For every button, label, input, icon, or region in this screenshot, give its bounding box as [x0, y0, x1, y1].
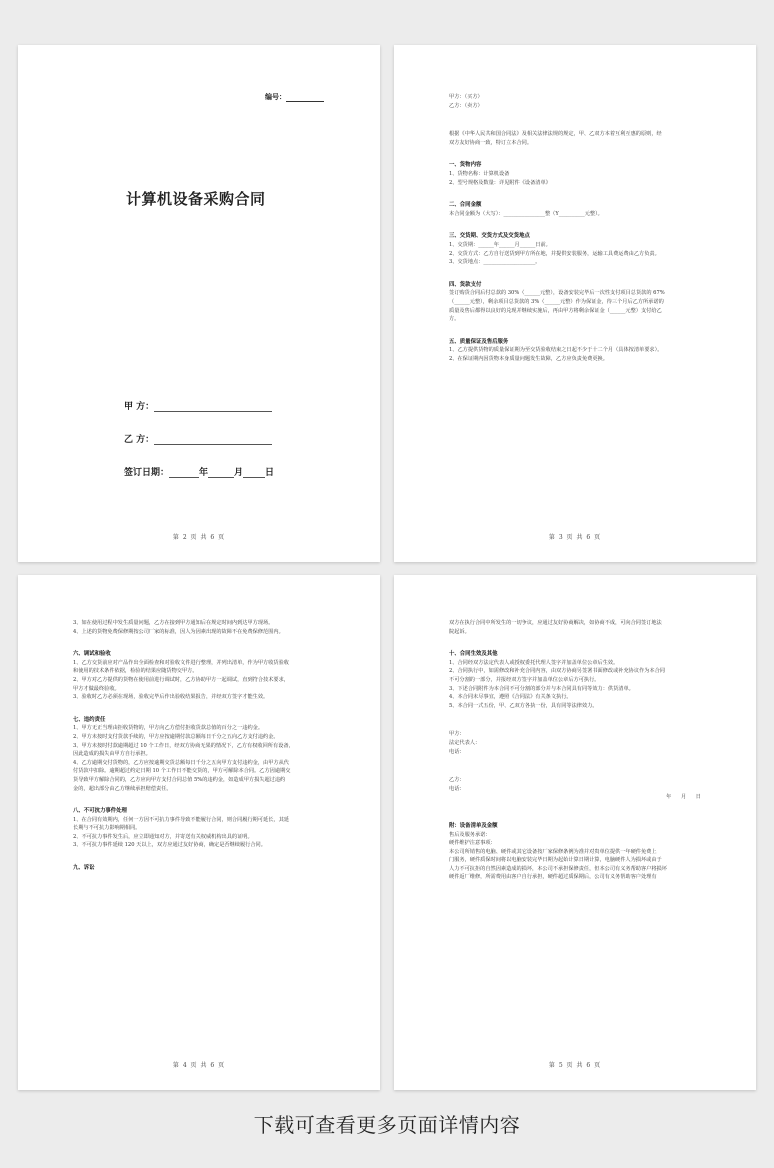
- spacer: [449, 324, 703, 338]
- page-footer: 第 3 页 共 6 页: [548, 534, 602, 541]
- text-line: 1、在合同有效期内，任何一方因不可抗力事件导致不能履行合同，则合同履行期可延长，其延: [73, 816, 289, 823]
- section-heading: 一、货物内容: [449, 162, 482, 169]
- text-line: 3、验收时乙方必须在现场，验收完毕后作出验收结果报告，并经双方签字才能生效。: [73, 694, 269, 701]
- year-blank: [169, 467, 199, 478]
- text-line: 3、甲方未按时付款逾期超过 10 个工作日，经双方协商无果的情况下，乙方有权收回所有设备，: [73, 742, 294, 749]
- text-line: 2、型号规格及数量：详见附件《设备清单》: [449, 179, 551, 186]
- contract-number-blank: [286, 93, 324, 102]
- text-line: 3、不可抗力事件延续 120 天以上，双方应通过友好协商，确定是否继续履行合同。: [73, 842, 266, 849]
- sign-date-line: [124, 465, 274, 478]
- spacer: [73, 702, 327, 716]
- page-body: [73, 619, 327, 873]
- text-line: 付货款中扣除。逾期超过约定日期 10 个工作日不能交货的，甲方可解除本合同。乙方因逾期交: [73, 768, 291, 775]
- spacer: [73, 850, 327, 864]
- section-heading: 二、合同金额: [449, 202, 482, 209]
- text-line: 硬件维护注意事项：: [449, 840, 496, 847]
- text-line: 甲方：: [449, 731, 465, 738]
- party-a-blank: [154, 401, 272, 412]
- document-page-4: [18, 575, 380, 1090]
- text-line: 2、合同执行中，如需修改和补充合同内容，由双方协商另签署书面修改或补充协议作为本合同: [449, 668, 665, 675]
- text-line: 2、在保证期内因货物本身质量问题发生故障，乙方应负责免费更换。: [449, 355, 608, 362]
- text-line: 3、下述合同附件为本合同不可分割的部分并与本合同具有同等效力：供货清单。: [449, 685, 634, 692]
- text-line: 和使用的技术条件依据，检验的结果应随货物交甲方。: [73, 668, 198, 675]
- day-label: 日: [265, 468, 275, 478]
- contract-number-label: 编号：: [265, 93, 286, 101]
- section-heading: 附：设备清单及金额: [449, 822, 498, 829]
- spacer: [449, 110, 703, 130]
- contract-number: [265, 92, 324, 102]
- text-line: 甲方才做最终验收。: [73, 685, 120, 692]
- section-heading: 五、质量保证及售后服务: [449, 338, 509, 345]
- page-body: [449, 619, 703, 882]
- text-line: 人力不可抗拒的自然因素造成的损坏，本公司不承担保修责任，但本公司有义务帮助客户将损坏: [449, 865, 667, 872]
- month-label: 月: [234, 468, 244, 478]
- section-heading: 四、货款支付: [449, 281, 482, 288]
- text-line: 电话：: [449, 748, 465, 755]
- page-body: [449, 93, 703, 363]
- text-line: 2、交货方式：乙方自行送货到甲方所在地，并提供安装服务，运输工具费运费由乙方负责。: [449, 250, 660, 257]
- date-line: 年 月 日: [666, 794, 701, 801]
- text-line: 方。: [449, 316, 460, 323]
- spacer: [73, 636, 327, 650]
- spacer: [449, 147, 703, 161]
- spacer: [449, 756, 703, 776]
- download-caption[interactable]: 下载可查看更多页面详情内容: [253, 1113, 521, 1137]
- text-line: 根据《中华人民共和国合同法》及相关法律法规的规定，甲、乙双方本着互利互惠的原则，经: [449, 131, 662, 138]
- day-blank: [243, 467, 265, 478]
- text-line: 4、本合同未尽事宜，遵照《合同法》有关条文执行。: [449, 694, 572, 701]
- text-line: 5、本合同一式五份，甲、乙双方各执一份，具有同等法律效力。: [449, 702, 598, 709]
- text-line: 4、上述的货物免费保修期按公司厂家的标准，因人为因素出现的故障不在免费保修范围内。: [73, 628, 284, 635]
- text-line: 本公司所销售的电脑、硬件或其它设备按厂家保修条例为准并对贵单位提供一年硬件免费上: [449, 848, 657, 855]
- contract-title: 计算机设备采购合同: [126, 190, 266, 208]
- party-b-blank: [154, 434, 272, 445]
- text-line: 4、乙方逾期交付货物的，乙方应按逾期交货总额每日千分之五向甲方支付违约金，由甲方从代: [73, 759, 289, 766]
- page-footer: 第 2 页 共 6 页: [172, 534, 226, 541]
- text-line: 2、不可抗力事件发生后，应立即通知对方，并寄送有关权威机构出具的证明。: [73, 833, 253, 840]
- document-page-5: [394, 575, 756, 1090]
- spacer: [73, 793, 327, 807]
- text-line: 乙方：（卖方）: [449, 102, 483, 109]
- text-line: 法定代表人：: [449, 739, 481, 746]
- party-b-label: 乙 方：: [124, 435, 155, 445]
- page-footer: 第 5 页 共 6 页: [548, 1062, 602, 1069]
- page-footer: 第 4 页 共 6 页: [172, 1062, 226, 1069]
- text-line: 签订购货合同后付总款的 30%（______元整），设备安装完毕后一次性支付项目总货款的 67%: [449, 290, 665, 297]
- section-heading: 六、调试和验收: [73, 651, 111, 658]
- spacer: [449, 267, 703, 281]
- spacer: [449, 636, 703, 650]
- text-line: 双方在执行合同中所发生的一切争议，应通过友好协商解决，如协商不成，可向合同签订地法: [449, 620, 662, 626]
- text-line: 院起诉。: [449, 628, 470, 635]
- text-line: 2、甲方对乙方提供的货物在使用前进行调试时，乙方协助甲方一起调试，直到符合技术要求，: [73, 676, 289, 683]
- text-line: 乙方：: [449, 777, 465, 784]
- year-label: 年: [199, 468, 209, 478]
- text-line: 售后及服务承诺：: [449, 831, 491, 838]
- sign-date-label: 签订日期：: [124, 468, 170, 478]
- text-line: 双方友好协商一致，特订立本合同。: [449, 139, 533, 146]
- text-line: 1、货物名称：计算机设备: [449, 170, 510, 177]
- section-heading: 三、交货期、交货方式及交货地点: [449, 233, 530, 240]
- section-heading: 八、不可抗力事件处理: [73, 808, 127, 815]
- text-line: 不可分割的一部分，并报经双方签字并加盖单位公章后方可执行。: [449, 676, 600, 683]
- text-line: 2、甲方未按时支付货款手续的，甲方应按逾期付款总额每日千分之五向乙方支付违约金。: [73, 733, 279, 740]
- text-line: 金的，超出部分由乙方继续承担赔偿责任。: [73, 785, 172, 792]
- text-line: （______元整），剩余项目总货款的 3%（______元整）作为保证金，待三个月后乙方所承诺的: [449, 298, 664, 305]
- text-line: 质量及售后都得以良好的兑现并继续实施后，再由甲方将剩余保证金（______元整）支付给乙: [449, 307, 662, 314]
- text-line: 1、交货期：______年______月______日前。: [449, 241, 551, 248]
- text-line: 货导致甲方解除合同的，乙方应向甲方支付合同总值 5%的违约金，如造成甲方损失超过违约: [73, 776, 286, 783]
- document-page-3: [394, 45, 756, 562]
- text-line: 1、合同经双方法定代表人或授权委托代理人签字并加盖单位公章后生效。: [449, 659, 619, 666]
- document-page-cover: [18, 45, 380, 562]
- party-a-line: [124, 399, 272, 412]
- section-heading: 九、诉讼: [73, 865, 95, 872]
- spacer: [449, 218, 703, 232]
- party-b-line: [124, 432, 272, 445]
- text-line: 1、乙方交货前应对产品作出全面检查和对验收文件进行整理，并列出清单，作为甲方收货验收: [73, 659, 289, 666]
- party-a-label: 甲 方：: [124, 402, 155, 412]
- spacer: [449, 710, 703, 730]
- section-heading: 七、违约责任: [73, 716, 106, 723]
- spacer: [449, 187, 703, 201]
- text-line: 硬件返厂维修，所需费用由客户自行承担，硬件超过质保期后，公司有义务帮助客户处理有: [449, 874, 657, 881]
- text-line: 3、如在使用过程中发生质量问题，乙方在接到甲方通知后在规定时间内到达甲方现场。: [73, 620, 274, 626]
- text-line: 因此造成的损失由甲方自行承担。: [73, 751, 151, 758]
- text-line: 1、甲方无正当理由拒收货物的，甲方向乙方偿付拒收货款总值的百分之一违约金。: [73, 725, 264, 732]
- text-line: 门服务，硬件质保时间将以电脑安装完毕日期为起始计算日期计算，电脑硬件人为损坏或由于: [449, 857, 662, 864]
- text-line: 甲方：（买方）: [449, 94, 483, 100]
- month-blank: [208, 467, 234, 478]
- text-line: 3、交货地点：____________________。: [449, 259, 541, 266]
- text-line: 1、乙方提供货物的质量保证期为至交货验收结束之日起不少于十二个月（具体按清单要求）。: [449, 347, 663, 354]
- section-heading: 十、合同生效及其他: [449, 651, 498, 658]
- spacer: [449, 802, 703, 822]
- text-line: 长期与不可抗力影响期相同。: [73, 825, 141, 832]
- text-line: 电话：: [449, 785, 465, 792]
- text-line: 本合同金额为（大写）：________________整（Y__________元整）。: [449, 210, 603, 217]
